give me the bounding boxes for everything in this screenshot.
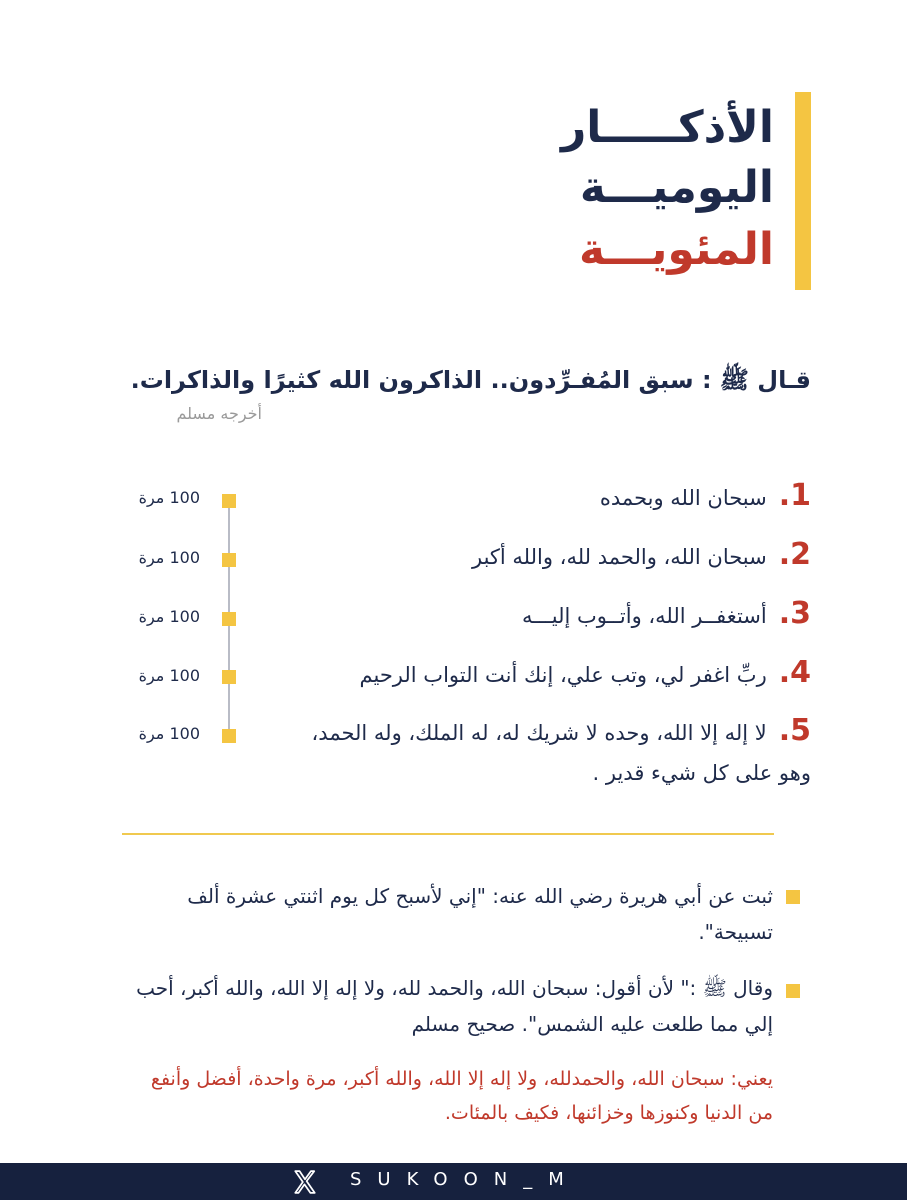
note-abu-hurairah: ثبت عن أبي هريرة رضي الله عنه: "إني لأسبح كل يوم اثنتي عشرة ألف تسبيحة". (187, 884, 773, 944)
list-item (291, 711, 811, 793)
item-text: سبحان الله، والحمد لله، والله أكبر (471, 545, 767, 569)
title-accent-bar (795, 92, 811, 290)
list-item (291, 535, 811, 577)
hadith-source: أخرجه مسلم (176, 404, 262, 423)
note-explanation: يعني: سبحان الله، والحمدلله، ولا إله إلا الله، والله أكبر، مرة واحدة، أفضل وأنفع من الدنيا وكنوزها وخزائنها، فكيف بالمئات. (150, 1068, 773, 1124)
title-line-3: المئويـــة (579, 224, 774, 275)
count-label: 100 مرة (138, 548, 200, 567)
count-label: 100 مرة (138, 607, 200, 626)
list-item (291, 476, 811, 518)
note-hadith-muslim: وقال ﷺ :" لأن أقول: سبحان الله، والحمد لله، ولا إله إلا الله، والله أكبر، أحب إلي مما طلعت عليه الشمس". صحيح مسلم (136, 976, 773, 1036)
x-logo-icon (292, 1169, 318, 1195)
item-number: 1. (778, 478, 811, 513)
list-item (291, 653, 811, 695)
item-text: ربِّ اغفر لي، وتب علي، إنك أنت التواب الرحيم (359, 663, 767, 687)
square-bullet-icon (786, 984, 800, 998)
square-marker-icon (222, 553, 236, 567)
item-number: 5. (778, 713, 811, 748)
count-label: 100 مرة (138, 724, 200, 743)
item-text: لا إله إلا الله، وحده لا شريك له، له الملك، وله الحمد، وهو على كل شيء قدير . (311, 721, 811, 785)
item-text: سبحان الله وبحمده (599, 486, 767, 510)
title-line-1: الأذكـــــار (560, 102, 774, 153)
section-divider (122, 833, 774, 835)
list-item (291, 594, 811, 636)
count-label: 100 مرة (138, 488, 200, 507)
hadith-text: قـال ﷺ : سبق المُفـرِّدون.. الذاكرون الله كثيرًا والذاكرات. (130, 366, 811, 394)
title-line-2: اليوميـــة (579, 162, 774, 213)
item-number: 3. (778, 596, 811, 631)
square-bullet-icon (786, 890, 800, 904)
square-marker-icon (222, 494, 236, 508)
item-text: أستغفــر الله، وأتــوب إليـــه (522, 604, 767, 628)
item-number: 4. (778, 655, 811, 690)
square-marker-icon (222, 670, 236, 684)
square-marker-icon (222, 729, 236, 743)
count-label: 100 مرة (138, 666, 200, 685)
footer-bar (0, 1163, 907, 1200)
square-marker-icon (222, 612, 236, 626)
item-number: 2. (778, 537, 811, 572)
footer-handle: SUKOON_M (350, 1169, 580, 1190)
